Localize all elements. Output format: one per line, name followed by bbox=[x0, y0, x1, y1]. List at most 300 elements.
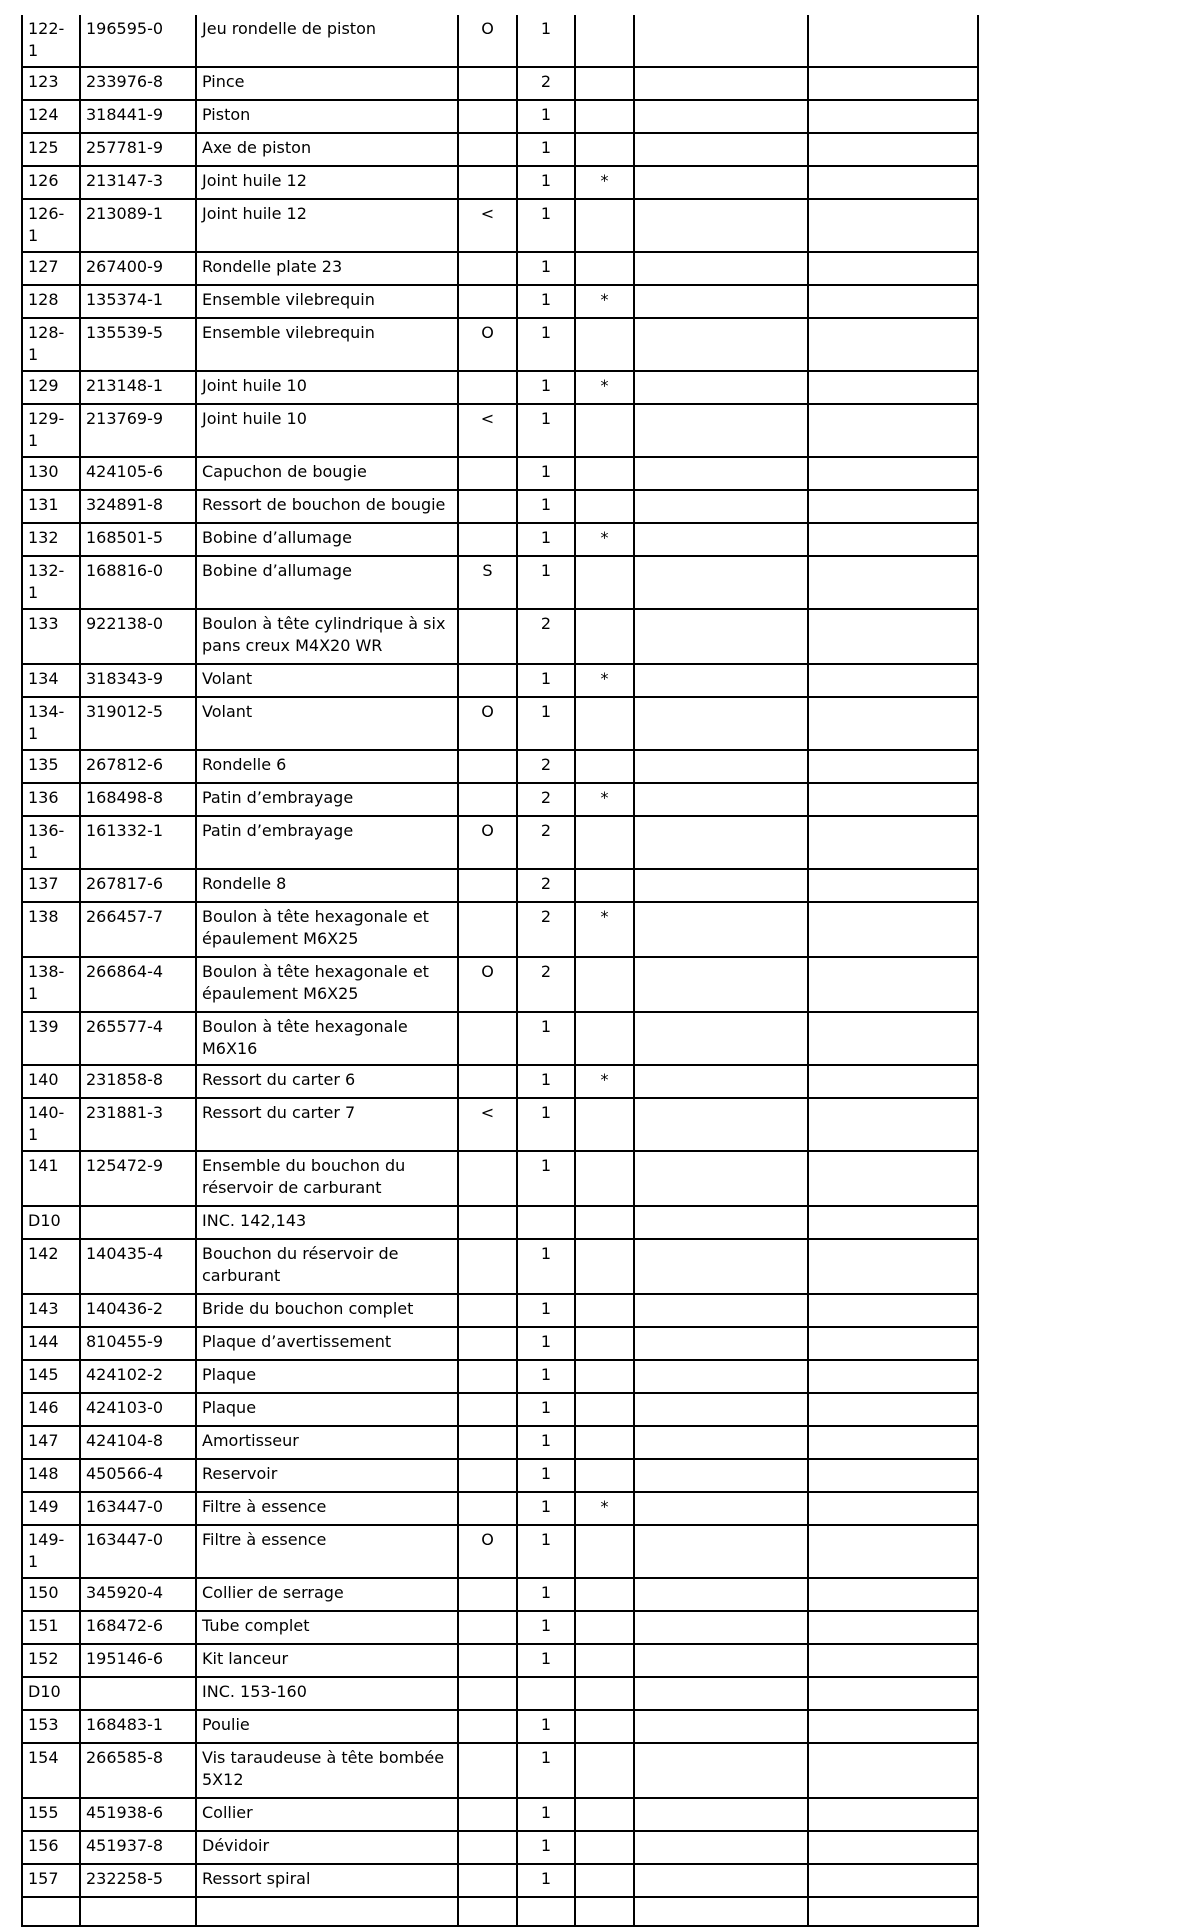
description-cell: Filtre à essence bbox=[196, 1525, 458, 1578]
description-cell: Rondelle plate 23 bbox=[196, 252, 458, 285]
quantity-cell: 1 bbox=[517, 1611, 575, 1644]
quantity-cell: 1 bbox=[517, 523, 575, 556]
empty-cell bbox=[634, 957, 808, 1012]
empty-cell bbox=[808, 1864, 978, 1897]
table-row bbox=[22, 523, 978, 556]
table-row bbox=[22, 318, 978, 371]
empty-cell bbox=[808, 1098, 978, 1151]
empty-cell bbox=[808, 1294, 978, 1327]
code-cell bbox=[458, 67, 517, 100]
mark-cell bbox=[575, 1710, 634, 1743]
table-row bbox=[22, 1743, 978, 1798]
quantity-cell: 2 bbox=[517, 67, 575, 100]
table-row bbox=[22, 404, 978, 457]
description-cell: Reservoir bbox=[196, 1459, 458, 1492]
ref-cell: 126 bbox=[22, 166, 80, 199]
ref-cell: 138-1 bbox=[22, 957, 80, 1012]
part-number-cell: 319012-5 bbox=[80, 697, 196, 750]
mark-cell bbox=[575, 1459, 634, 1492]
ref-cell: 136 bbox=[22, 783, 80, 816]
ref-cell: 146 bbox=[22, 1393, 80, 1426]
description-cell: Kit lanceur bbox=[196, 1644, 458, 1677]
description-cell: Patin d’embrayage bbox=[196, 816, 458, 869]
part-number-cell: 195146-6 bbox=[80, 1644, 196, 1677]
part-number-cell: 922138-0 bbox=[80, 609, 196, 664]
code-cell: O bbox=[458, 957, 517, 1012]
quantity-cell: 1 bbox=[517, 133, 575, 166]
description-cell: Ensemble du bouchon du réservoir de carburant bbox=[196, 1151, 458, 1206]
description-cell: Plaque bbox=[196, 1393, 458, 1426]
empty-cell bbox=[634, 556, 808, 609]
quantity-cell: 1 bbox=[517, 1294, 575, 1327]
description-cell: Amortisseur bbox=[196, 1426, 458, 1459]
empty-cell bbox=[634, 697, 808, 750]
description-cell: Plaque d’avertissement bbox=[196, 1327, 458, 1360]
description-cell: Ressort du carter 7 bbox=[196, 1098, 458, 1151]
part-number-cell: 266864-4 bbox=[80, 957, 196, 1012]
empty-cell bbox=[634, 166, 808, 199]
empty-cell bbox=[634, 1578, 808, 1611]
empty-cell bbox=[634, 750, 808, 783]
empty-cell bbox=[808, 1611, 978, 1644]
description-cell: Collier de serrage bbox=[196, 1578, 458, 1611]
ref-cell bbox=[22, 1897, 80, 1926]
quantity-cell: 1 bbox=[517, 1360, 575, 1393]
mark-cell: * bbox=[575, 166, 634, 199]
code-cell bbox=[458, 664, 517, 697]
empty-cell bbox=[808, 318, 978, 371]
quantity-cell bbox=[517, 1897, 575, 1926]
quantity-cell: 1 bbox=[517, 285, 575, 318]
empty-cell bbox=[634, 1012, 808, 1065]
description-cell: Joint huile 12 bbox=[196, 199, 458, 252]
mark-cell bbox=[575, 816, 634, 869]
empty-cell bbox=[634, 1065, 808, 1098]
table-row bbox=[22, 697, 978, 750]
quantity-cell: 1 bbox=[517, 1743, 575, 1798]
quantity-cell: 1 bbox=[517, 252, 575, 285]
part-number-cell: 424105-6 bbox=[80, 457, 196, 490]
table-row bbox=[22, 750, 978, 783]
empty-cell bbox=[808, 1897, 978, 1926]
quantity-cell: 1 bbox=[517, 1459, 575, 1492]
empty-cell bbox=[634, 1492, 808, 1525]
part-number-cell: 318343-9 bbox=[80, 664, 196, 697]
description-cell: Bouchon du réservoir de carburant bbox=[196, 1239, 458, 1294]
quantity-cell: 1 bbox=[517, 490, 575, 523]
mark-cell bbox=[575, 404, 634, 457]
quantity-cell: 1 bbox=[517, 664, 575, 697]
empty-cell bbox=[808, 556, 978, 609]
quantity-cell: 1 bbox=[517, 1065, 575, 1098]
code-cell bbox=[458, 1393, 517, 1426]
quantity-cell: 1 bbox=[517, 1151, 575, 1206]
ref-cell: 157 bbox=[22, 1864, 80, 1897]
empty-cell bbox=[808, 252, 978, 285]
mark-cell bbox=[575, 1644, 634, 1677]
quantity-cell: 1 bbox=[517, 1012, 575, 1065]
empty-cell bbox=[808, 1206, 978, 1239]
description-cell: Ressort du carter 6 bbox=[196, 1065, 458, 1098]
quantity-cell: 1 bbox=[517, 1831, 575, 1864]
table-row bbox=[22, 1151, 978, 1206]
code-cell bbox=[458, 869, 517, 902]
mark-cell bbox=[575, 556, 634, 609]
part-number-cell: 213769-9 bbox=[80, 404, 196, 457]
mark-cell bbox=[575, 1012, 634, 1065]
ref-cell: 131 bbox=[22, 490, 80, 523]
mark-cell bbox=[575, 1864, 634, 1897]
table-row bbox=[22, 1206, 978, 1239]
table-row bbox=[22, 1065, 978, 1098]
quantity-cell: 1 bbox=[517, 1578, 575, 1611]
ref-cell: 135 bbox=[22, 750, 80, 783]
part-number-cell: 161332-1 bbox=[80, 816, 196, 869]
table-row bbox=[22, 1459, 978, 1492]
empty-cell bbox=[808, 1360, 978, 1393]
empty-cell bbox=[634, 252, 808, 285]
mark-cell: * bbox=[575, 664, 634, 697]
empty-cell bbox=[808, 1426, 978, 1459]
empty-cell bbox=[808, 166, 978, 199]
table-row bbox=[22, 490, 978, 523]
ref-cell: 124 bbox=[22, 100, 80, 133]
code-cell bbox=[458, 1743, 517, 1798]
empty-cell bbox=[634, 1239, 808, 1294]
empty-cell bbox=[634, 100, 808, 133]
code-cell bbox=[458, 750, 517, 783]
description-cell: Ensemble vilebrequin bbox=[196, 318, 458, 371]
empty-cell bbox=[808, 404, 978, 457]
mark-cell bbox=[575, 1831, 634, 1864]
mark-cell bbox=[575, 1578, 634, 1611]
empty-cell bbox=[634, 15, 808, 67]
part-number-cell bbox=[80, 1897, 196, 1926]
description-cell: Poulie bbox=[196, 1710, 458, 1743]
empty-cell bbox=[808, 100, 978, 133]
mark-cell bbox=[575, 697, 634, 750]
empty-cell bbox=[634, 816, 808, 869]
empty-cell bbox=[808, 1798, 978, 1831]
part-number-cell: 267817-6 bbox=[80, 869, 196, 902]
code-cell bbox=[458, 1206, 517, 1239]
ref-cell: 128-1 bbox=[22, 318, 80, 371]
table-row bbox=[22, 457, 978, 490]
part-number-cell: 451938-6 bbox=[80, 1798, 196, 1831]
mark-cell bbox=[575, 1743, 634, 1798]
mark-cell bbox=[575, 15, 634, 67]
ref-cell: 126-1 bbox=[22, 199, 80, 252]
part-number-cell: 196595-0 bbox=[80, 15, 196, 67]
quantity-cell: 1 bbox=[517, 1710, 575, 1743]
description-cell: INC. 142,143 bbox=[196, 1206, 458, 1239]
table-row bbox=[22, 1677, 978, 1710]
code-cell: O bbox=[458, 15, 517, 67]
code-cell bbox=[458, 1065, 517, 1098]
empty-cell bbox=[634, 1743, 808, 1798]
ref-cell: 134 bbox=[22, 664, 80, 697]
code-cell: O bbox=[458, 816, 517, 869]
empty-cell bbox=[808, 457, 978, 490]
ref-cell: D10 bbox=[22, 1206, 80, 1239]
part-number-cell: 267400-9 bbox=[80, 252, 196, 285]
empty-cell bbox=[808, 1393, 978, 1426]
code-cell bbox=[458, 100, 517, 133]
code-cell bbox=[458, 1426, 517, 1459]
ref-cell: 132 bbox=[22, 523, 80, 556]
description-cell: Rondelle 6 bbox=[196, 750, 458, 783]
empty-cell bbox=[808, 869, 978, 902]
empty-cell bbox=[634, 1798, 808, 1831]
quantity-cell: 1 bbox=[517, 457, 575, 490]
empty-cell bbox=[634, 1151, 808, 1206]
table-row bbox=[22, 199, 978, 252]
empty-cell bbox=[808, 1525, 978, 1578]
mark-cell bbox=[575, 67, 634, 100]
ref-cell: 123 bbox=[22, 67, 80, 100]
mark-cell bbox=[575, 133, 634, 166]
empty-cell bbox=[634, 869, 808, 902]
ref-cell: 122-1 bbox=[22, 15, 80, 67]
table-row bbox=[22, 100, 978, 133]
part-number-cell bbox=[80, 1677, 196, 1710]
ref-cell: 153 bbox=[22, 1710, 80, 1743]
code-cell bbox=[458, 490, 517, 523]
table-row bbox=[22, 1864, 978, 1897]
code-cell: < bbox=[458, 199, 517, 252]
empty-cell bbox=[808, 816, 978, 869]
mark-cell bbox=[575, 1897, 634, 1926]
ref-cell: 129-1 bbox=[22, 404, 80, 457]
part-number-cell: 232258-5 bbox=[80, 1864, 196, 1897]
ref-cell: 137 bbox=[22, 869, 80, 902]
code-cell bbox=[458, 166, 517, 199]
part-number-cell: 257781-9 bbox=[80, 133, 196, 166]
part-number-cell: 266457-7 bbox=[80, 902, 196, 957]
ref-cell: 155 bbox=[22, 1798, 80, 1831]
part-number-cell: 168498-8 bbox=[80, 783, 196, 816]
code-cell bbox=[458, 1492, 517, 1525]
part-number-cell: 213148-1 bbox=[80, 371, 196, 404]
code-cell bbox=[458, 1798, 517, 1831]
code-cell bbox=[458, 783, 517, 816]
ref-cell: 139 bbox=[22, 1012, 80, 1065]
mark-cell bbox=[575, 1677, 634, 1710]
quantity-cell: 1 bbox=[517, 1239, 575, 1294]
table-row bbox=[22, 1294, 978, 1327]
ref-cell: 142 bbox=[22, 1239, 80, 1294]
table-row bbox=[22, 371, 978, 404]
mark-cell bbox=[575, 1426, 634, 1459]
code-cell bbox=[458, 252, 517, 285]
quantity-cell: 1 bbox=[517, 404, 575, 457]
empty-cell bbox=[808, 285, 978, 318]
quantity-cell: 1 bbox=[517, 697, 575, 750]
quantity-cell: 2 bbox=[517, 902, 575, 957]
ref-cell: 143 bbox=[22, 1294, 80, 1327]
mark-cell bbox=[575, 1151, 634, 1206]
table-row bbox=[22, 1578, 978, 1611]
empty-cell bbox=[808, 1459, 978, 1492]
part-number-cell: 451937-8 bbox=[80, 1831, 196, 1864]
quantity-cell: 2 bbox=[517, 957, 575, 1012]
description-cell: Ressort de bouchon de bougie bbox=[196, 490, 458, 523]
mark-cell: * bbox=[575, 371, 634, 404]
empty-cell bbox=[808, 1710, 978, 1743]
ref-cell: 141 bbox=[22, 1151, 80, 1206]
part-number-cell: 168472-6 bbox=[80, 1611, 196, 1644]
empty-cell bbox=[634, 1677, 808, 1710]
description-cell: Joint huile 10 bbox=[196, 371, 458, 404]
ref-cell: 140-1 bbox=[22, 1098, 80, 1151]
table-row bbox=[22, 252, 978, 285]
code-cell bbox=[458, 371, 517, 404]
empty-cell bbox=[808, 697, 978, 750]
mark-cell bbox=[575, 100, 634, 133]
code-cell bbox=[458, 1360, 517, 1393]
table-row bbox=[22, 609, 978, 664]
table-row bbox=[22, 1710, 978, 1743]
empty-cell bbox=[634, 1710, 808, 1743]
empty-cell bbox=[634, 1459, 808, 1492]
table-row bbox=[22, 285, 978, 318]
table-row bbox=[22, 816, 978, 869]
empty-cell bbox=[634, 664, 808, 697]
mark-cell bbox=[575, 1525, 634, 1578]
part-number-cell: 267812-6 bbox=[80, 750, 196, 783]
code-cell bbox=[458, 1864, 517, 1897]
code-cell: < bbox=[458, 1098, 517, 1151]
empty-cell bbox=[808, 371, 978, 404]
empty-cell bbox=[808, 750, 978, 783]
mark-cell bbox=[575, 252, 634, 285]
empty-cell bbox=[634, 1644, 808, 1677]
table-row bbox=[22, 1897, 978, 1926]
mark-cell: * bbox=[575, 523, 634, 556]
ref-cell: 133 bbox=[22, 609, 80, 664]
description-cell: Boulon à tête cylindrique à six pans creux M4X20 WR bbox=[196, 609, 458, 664]
empty-cell bbox=[808, 1327, 978, 1360]
empty-cell bbox=[808, 133, 978, 166]
part-number-cell: 163447-0 bbox=[80, 1492, 196, 1525]
empty-cell bbox=[634, 371, 808, 404]
table-row bbox=[22, 1327, 978, 1360]
parts-table-body bbox=[22, 15, 978, 1926]
quantity-cell: 1 bbox=[517, 199, 575, 252]
description-cell: Jeu rondelle de piston bbox=[196, 15, 458, 67]
mark-cell bbox=[575, 1393, 634, 1426]
quantity-cell: 1 bbox=[517, 371, 575, 404]
empty-cell bbox=[808, 957, 978, 1012]
code-cell bbox=[458, 1327, 517, 1360]
ref-cell: 156 bbox=[22, 1831, 80, 1864]
ref-cell: 134-1 bbox=[22, 697, 80, 750]
code-cell bbox=[458, 1710, 517, 1743]
empty-cell bbox=[808, 1151, 978, 1206]
quantity-cell: 1 bbox=[517, 166, 575, 199]
empty-cell bbox=[634, 1611, 808, 1644]
description-cell: Boulon à tête hexagonale et épaulement M6X25 bbox=[196, 902, 458, 957]
description-cell bbox=[196, 1897, 458, 1926]
part-number-cell: 424104-8 bbox=[80, 1426, 196, 1459]
part-number-cell: 213089-1 bbox=[80, 199, 196, 252]
empty-cell bbox=[808, 783, 978, 816]
table-row bbox=[22, 902, 978, 957]
description-cell: Pince bbox=[196, 67, 458, 100]
empty-cell bbox=[634, 133, 808, 166]
mark-cell bbox=[575, 1206, 634, 1239]
empty-cell bbox=[634, 199, 808, 252]
quantity-cell: 1 bbox=[517, 100, 575, 133]
code-cell bbox=[458, 1677, 517, 1710]
empty-cell bbox=[634, 318, 808, 371]
mark-cell bbox=[575, 1294, 634, 1327]
quantity-cell: 1 bbox=[517, 1327, 575, 1360]
empty-cell bbox=[808, 1831, 978, 1864]
empty-cell bbox=[808, 1677, 978, 1710]
quantity-cell: 1 bbox=[517, 1864, 575, 1897]
ref-cell: 136-1 bbox=[22, 816, 80, 869]
code-cell: O bbox=[458, 1525, 517, 1578]
empty-cell bbox=[634, 523, 808, 556]
mark-cell bbox=[575, 1098, 634, 1151]
table-row bbox=[22, 15, 978, 67]
mark-cell bbox=[575, 490, 634, 523]
empty-cell bbox=[808, 1492, 978, 1525]
empty-cell bbox=[808, 199, 978, 252]
quantity-cell: 1 bbox=[517, 1098, 575, 1151]
code-cell bbox=[458, 133, 517, 166]
description-cell: Tube complet bbox=[196, 1611, 458, 1644]
part-number-cell: 231881-3 bbox=[80, 1098, 196, 1151]
description-cell: Rondelle 8 bbox=[196, 869, 458, 902]
table-row bbox=[22, 1360, 978, 1393]
code-cell bbox=[458, 1459, 517, 1492]
empty-cell bbox=[808, 902, 978, 957]
quantity-cell: 2 bbox=[517, 869, 575, 902]
quantity-cell: 2 bbox=[517, 609, 575, 664]
empty-cell bbox=[634, 783, 808, 816]
table-row bbox=[22, 1393, 978, 1426]
description-cell: Bobine d’allumage bbox=[196, 523, 458, 556]
part-number-cell: 810455-9 bbox=[80, 1327, 196, 1360]
empty-cell bbox=[808, 1644, 978, 1677]
table-row bbox=[22, 67, 978, 100]
empty-cell bbox=[634, 1831, 808, 1864]
empty-cell bbox=[808, 490, 978, 523]
empty-cell bbox=[634, 404, 808, 457]
description-cell: Dévidoir bbox=[196, 1831, 458, 1864]
part-number-cell: 233976-8 bbox=[80, 67, 196, 100]
table-row bbox=[22, 1239, 978, 1294]
part-number-cell: 125472-9 bbox=[80, 1151, 196, 1206]
description-cell: Filtre à essence bbox=[196, 1492, 458, 1525]
empty-cell bbox=[808, 523, 978, 556]
mark-cell bbox=[575, 457, 634, 490]
part-number-cell: 163447-0 bbox=[80, 1525, 196, 1578]
quantity-cell bbox=[517, 1677, 575, 1710]
part-number-cell: 135374-1 bbox=[80, 285, 196, 318]
description-cell: Boulon à tête hexagonale M6X16 bbox=[196, 1012, 458, 1065]
quantity-cell: 2 bbox=[517, 816, 575, 869]
code-cell: O bbox=[458, 697, 517, 750]
description-cell: Bride du bouchon complet bbox=[196, 1294, 458, 1327]
description-cell: Joint huile 10 bbox=[196, 404, 458, 457]
part-number-cell: 424102-2 bbox=[80, 1360, 196, 1393]
ref-cell: 138 bbox=[22, 902, 80, 957]
table-row bbox=[22, 1012, 978, 1065]
part-number-cell: 140436-2 bbox=[80, 1294, 196, 1327]
